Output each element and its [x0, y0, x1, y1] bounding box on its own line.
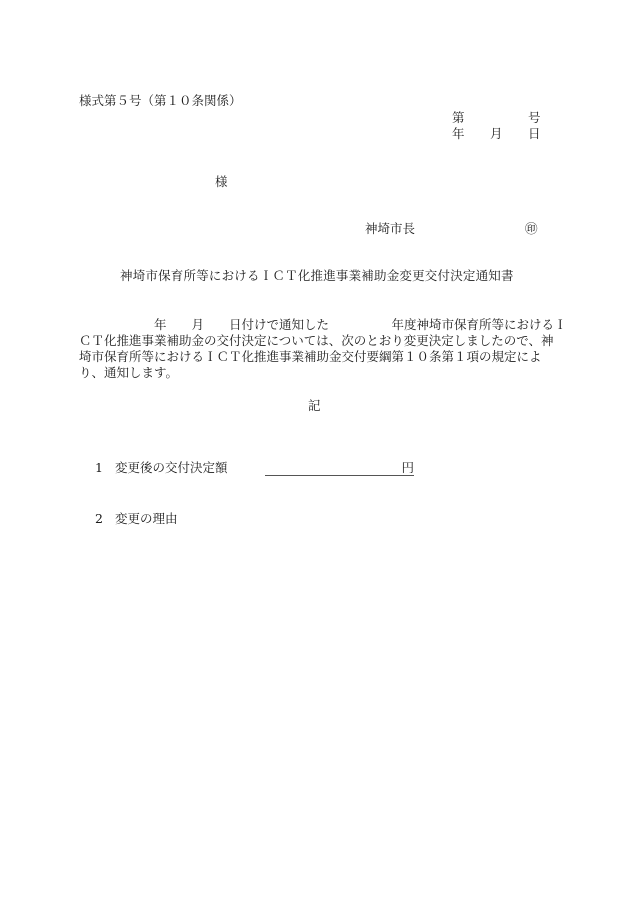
- doc-number-suffix: 号: [528, 110, 541, 125]
- body-paragraph: [79, 317, 567, 381]
- item-number: 2: [95, 511, 103, 526]
- body-line: り、通知します。: [79, 365, 179, 380]
- doc-number-prefix: 第: [452, 110, 465, 125]
- body-line: 埼市保育所等におけるＩＣＴ化推進事業補助金交付要綱第１０条第１項の規定によ: [79, 349, 542, 364]
- item-label-change-reason: 変更の理由: [115, 511, 178, 526]
- date-month-label: 月: [490, 126, 503, 141]
- document-title: 神埼市保育所等におけるＩＣＴ化推進事業補助金変更交付決定通知書: [120, 268, 514, 283]
- date-day-label: 日: [528, 126, 541, 141]
- body-line: ＣＴ化推進事業補助金の交付決定については、次のとおり変更決定しましたので、神: [79, 333, 554, 348]
- changed-amount-field[interactable]: [265, 460, 414, 476]
- addressee-honorific: 様: [215, 174, 228, 189]
- seal-icon: ㊞: [525, 221, 538, 236]
- date-year-label: 年: [452, 126, 465, 141]
- item-label-changed-amount: 変更後の交付決定額: [115, 460, 228, 475]
- item-number: 1: [95, 460, 103, 475]
- body-line: 年 月 日付けで通知した 年度神埼市保育所等におけるＩ: [79, 317, 567, 332]
- record-heading: 記: [308, 398, 321, 413]
- issuer-name: 神埼市長: [365, 221, 416, 236]
- form-number: 様式第５号（第１０条関係）: [79, 93, 242, 108]
- yen-unit: 円: [401, 460, 414, 475]
